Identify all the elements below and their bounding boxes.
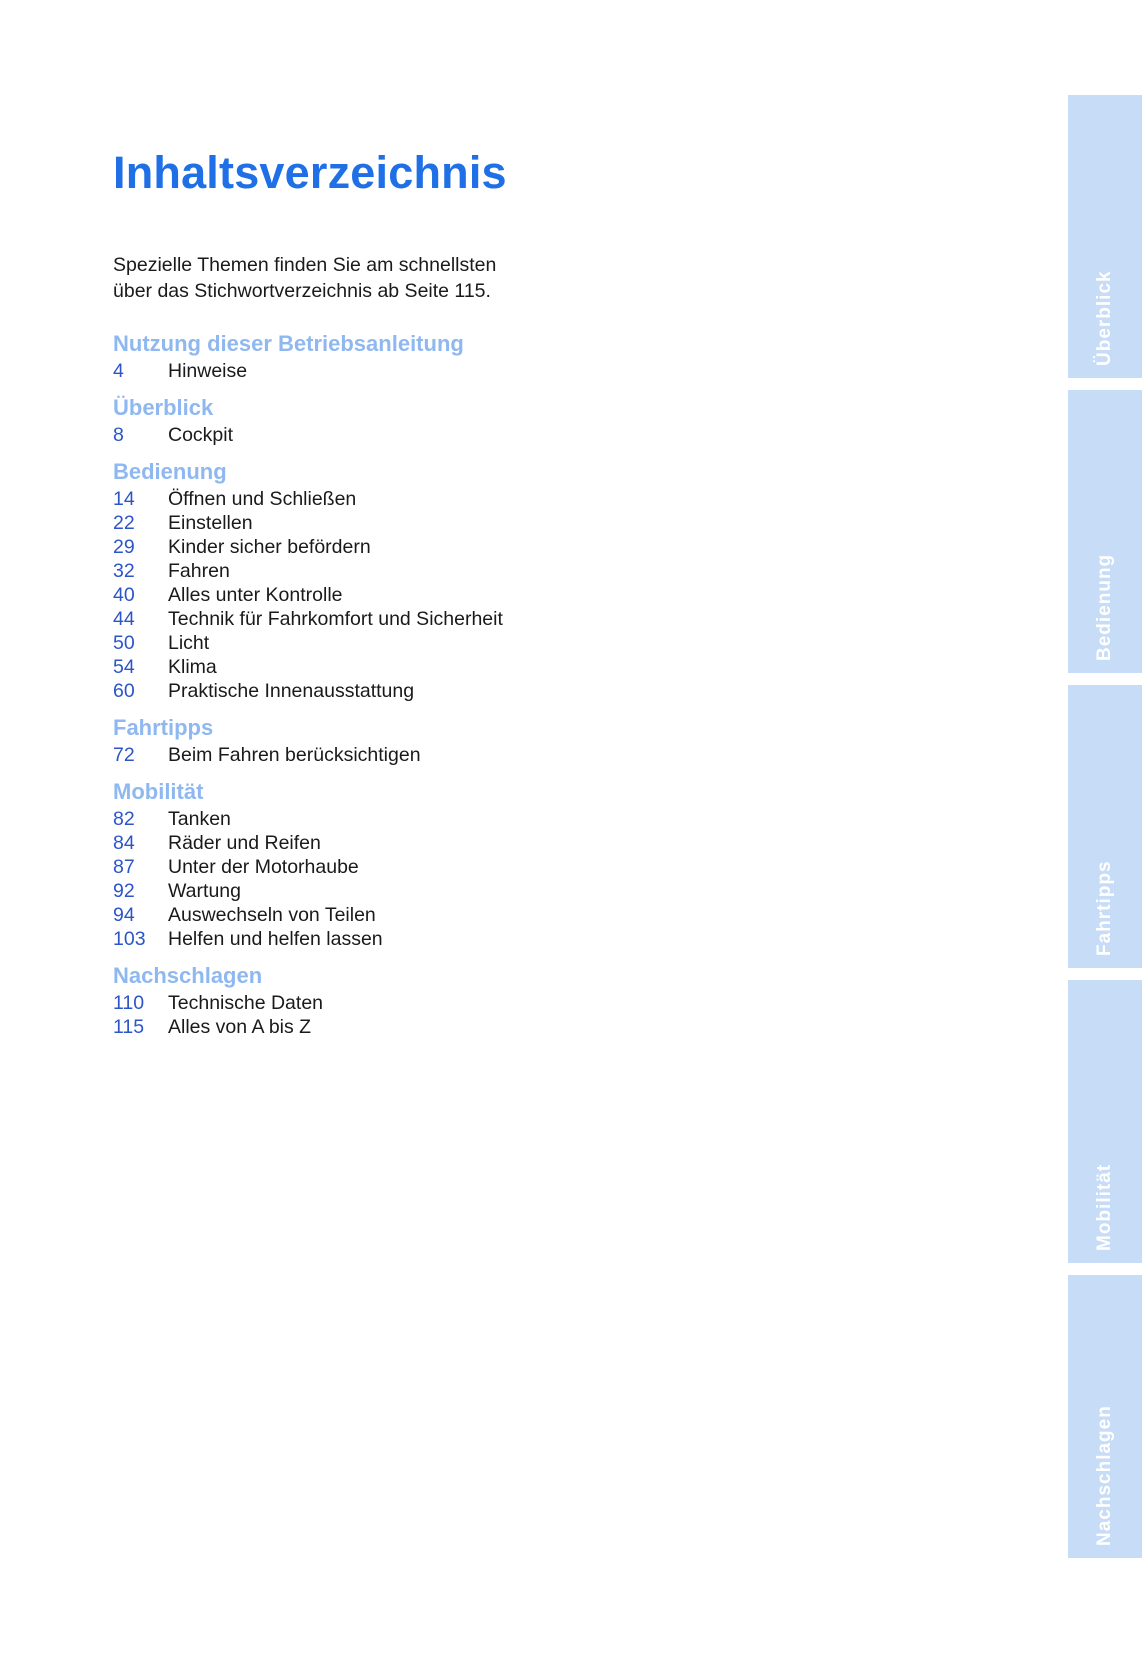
toc-entry-label: Fahren [168,560,230,582]
toc-entry-label: Auswechseln von Teilen [168,904,376,926]
toc-page-number: 103 [113,928,146,950]
intro-text [113,252,673,304]
toc-page-number: 50 [113,632,135,654]
toc-page-number: 4 [113,360,124,382]
toc-page-number: 14 [113,488,135,510]
toc-page-number: 29 [113,536,135,558]
toc-entry-label: Technik für Fahrkomfort und Sicherheit [168,608,503,630]
toc-entry[interactable] [113,743,753,767]
section-heading: Mobilität [113,779,204,804]
toc-entry[interactable] [113,487,753,511]
toc-entry[interactable] [113,679,753,703]
toc-entry-label: Alles von A bis Z [168,1016,312,1038]
section-heading: Überblick [113,395,214,420]
intro-line-2: über das Stichwortverzeichnis ab Seite 115. [113,280,491,302]
toc-entry[interactable] [113,879,753,903]
toc-entry[interactable] [113,423,753,447]
toc-entry-label: Wartung [168,880,241,902]
toc-page-number: 32 [113,560,135,582]
chapter-tab-label: Mobilität [1094,1163,1115,1251]
toc-page-number: 22 [113,512,135,534]
section-heading: Nachschlagen [113,963,263,988]
toc-entry[interactable] [113,655,753,679]
toc-section [113,458,753,703]
page-title: Inhaltsverzeichnis [113,147,507,198]
toc-entry[interactable] [113,559,753,583]
toc-page-number: 82 [113,808,135,830]
toc-entry-label: Tanken [168,808,231,830]
toc-entry[interactable] [113,1015,753,1039]
toc-entry-label: Kinder sicher befördern [168,536,371,558]
toc-page-number: 60 [113,680,135,702]
chapter-tab[interactable] [1068,1275,1142,1558]
toc-entry-label: Technische Daten [168,992,324,1014]
chapter-tab[interactable] [1068,95,1142,378]
toc-entry[interactable] [113,903,753,927]
toc-entry[interactable] [113,631,753,655]
toc-page-number: 84 [113,832,135,854]
toc-entry-label: Einstellen [168,512,253,534]
section-heading: Fahrtipps [113,715,214,740]
chapter-tabs [1068,95,1142,1558]
toc-entry[interactable] [113,855,753,879]
toc-entry-label: Praktische Innenausstattung [168,680,415,702]
toc-page-number: 54 [113,656,135,678]
toc-page-number: 8 [113,424,124,446]
table-of-contents [113,330,753,1039]
toc-page-number: 94 [113,904,135,926]
chapter-tab-label: Nachschlagen [1094,1405,1115,1546]
chapter-tab-label: Bedienung [1094,553,1115,661]
toc-entry[interactable] [113,583,753,607]
section-heading: Bedienung [113,459,227,484]
toc-entry[interactable] [113,831,753,855]
toc-page-number: 92 [113,880,135,902]
toc-page-number: 72 [113,744,135,766]
intro-line-1: Spezielle Themen finden Sie am schnellsten [113,254,497,276]
toc-entry-label: Cockpit [168,424,234,446]
chapter-tab[interactable] [1068,685,1142,968]
toc-entry[interactable] [113,927,753,951]
toc-entry-label: Helfen und helfen lassen [168,928,383,950]
toc-entry[interactable] [113,511,753,535]
toc-page-number: 115 [113,1016,145,1038]
toc-section [113,962,753,1039]
toc-entry[interactable] [113,807,753,831]
toc-entry-label: Licht [168,632,210,654]
toc-entry-label: Hinweise [168,360,248,382]
toc-section [113,714,753,767]
toc-section [113,394,753,447]
chapter-tab-label: Überblick [1094,270,1115,366]
toc-entry[interactable] [113,359,753,383]
toc-entry[interactable] [113,535,753,559]
chapter-tab[interactable] [1068,390,1142,673]
section-heading: Nutzung dieser Betriebsanleitung [113,331,464,356]
chapter-tab-label: Fahrtipps [1094,860,1115,956]
toc-page-number: 110 [113,992,145,1014]
toc-section [113,330,753,383]
toc-page-number: 87 [113,856,135,878]
toc-entry-label: Alles unter Kontrolle [168,584,343,606]
toc-entry-label: Unter der Motorhaube [168,856,359,878]
toc-section [113,778,753,951]
toc-entry-label: Öffnen und Schließen [168,488,357,510]
toc-page-number: 40 [113,584,135,606]
toc-entry-label: Klima [168,656,217,678]
toc-page-number: 44 [113,608,135,630]
toc-entry[interactable] [113,991,753,1015]
toc-entry[interactable] [113,607,753,631]
toc-entry-label: Beim Fahren berücksichtigen [168,744,421,766]
chapter-tab[interactable] [1068,980,1142,1263]
toc-entry-label: Räder und Reifen [168,832,321,854]
